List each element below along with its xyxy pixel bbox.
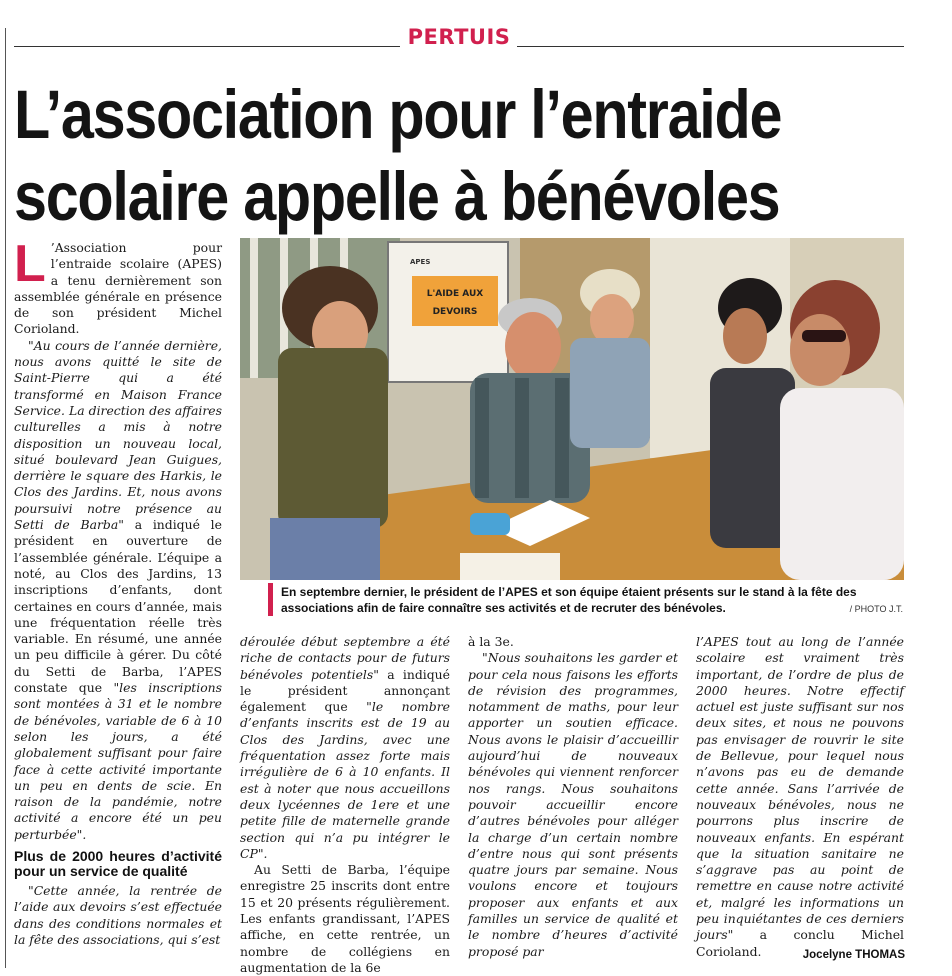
left-border-rule <box>5 28 6 968</box>
article-column-3 <box>468 634 678 960</box>
quote: déroulée début septembre a été riche de contacts pour de futurs bénévoles potentiels" <box>240 634 450 682</box>
headline <box>14 74 788 238</box>
photo-caption: En septembre dernier, le président de l’APES et son équipe étaient présents sur le stand à la fête des associations afin de faire connaître ses activités et de recruter des bénévoles. <box>281 585 857 615</box>
paragraph: Au Setti de Barba, l’équipe enregistre 25 inscrits dont entre 15 et 20 présents régulièrement. Les enfants grandissant, l’APES affiche, en cette rentrée, un nombre de collégiens en augmentation de la 6e <box>240 862 450 975</box>
quote: "Au cours de l’année dernière, nous avons quitté le site de Saint-Pierre qui a été transformé en Maison France Service. La direction des affaires culturelles a mis à notre disposition un nouveau local, situé boulevard Jean Guigues, derrière le square des Harkis, le Clos des Jardins. Et, nous avons poursuivi notre présence au Setti de Barba" <box>14 337 222 533</box>
intro-text: ’Association pour l’entraide scolaire (APES) a tenu dernièrement son assemblée générale en présence de son président Michel Corioland. <box>14 240 222 337</box>
dropcap: L <box>14 235 46 293</box>
photo-credit: / PHOTO J.T. <box>849 604 903 614</box>
body-text: a conclu Michel Corioland. <box>696 927 904 959</box>
paragraph <box>14 338 222 843</box>
quote: "Nous souhaitons les garder et pour cela nous faisons les efforts de révision des programmes, notamment de maths, pour leur apporter un soutien efficace. Nous avons le plaisir d’accueillir aujourd’hui de nouveaux bénévoles qui viennent renforcer nos rangs. Nous souhaitons pouvoir accueillir encore d’autres bénévoles pour alléger la charge d’un certain nombre d’entre nous qui sont présents quatre jours par semaine. Nous voulons encore et toujours proposer aux enfants et aux familles un service de qualité et le nombre d’heures d’activité proposé par <box>468 650 678 959</box>
rubric-rule-right <box>517 46 904 47</box>
photo-illustration <box>240 238 904 580</box>
sign-text-1: L'AIDE AUX <box>426 289 484 299</box>
quote: "les inscriptions sont montées à 31 et le nombre de bénévoles, variable de 6 à 10 selon les jours, a été globalement suffisant pour faire face à cette activité importante un peu en dents de scie. En raison de la pandémie, notre activité a encore été un peu perturbée". <box>14 680 222 842</box>
article-column-4 <box>696 634 904 960</box>
body-text: a indiqué le président annonçant également que <box>240 666 450 715</box>
article-column-1 <box>14 235 222 948</box>
paragraph: à la 3e. <box>468 634 514 649</box>
paragraph <box>240 634 450 862</box>
author-byline: Jocelyne THOMAS <box>802 949 905 961</box>
article-photo <box>240 238 904 580</box>
sign-text-2: DEVOIRS <box>432 307 478 317</box>
rubric-rule-left <box>14 46 400 47</box>
intro-paragraph <box>14 235 222 338</box>
headline-line-2: scolaire appelle à bénévoles <box>14 158 780 235</box>
body-text: a indiqué le président en ouverture de l’assemblée générale. L’équipe a noté, au Clos des Jardins, 13 inscriptions d’enfants, dont certaines en cours d’année, mais une fréquentation réelle très variable. En résumé, une année un peu difficile à gérer. Du côté du Setti de Barba, l’APES constate que <box>14 517 222 696</box>
paragraph <box>696 634 904 960</box>
paragraph <box>468 650 678 960</box>
paragraph <box>14 883 222 948</box>
subheading: Plus de 2000 heures d’activité pour un service de qualité <box>14 847 222 879</box>
rubric-label: PERTUIS <box>407 25 511 49</box>
quote: l’APES tout au long de l’année scolaire est vraiment très important, de l’ordre de plus de 2000 heures. Notre effectif actuel est juste suffisant sur nos deux sites, et nous ne pouvons pas envisager de rouvrir le site de Bellevue, pour lequel nous n’avons pas eu de demande cette année. Sans l’arrivée de nouveaux bénévoles, nous ne pourrons plus inscrire de nouveaux enfants. En espérant que la situation sanitaire ne s’aggrave pas au point de remettre en cause notre activité et, malgré les informations un peu inquiétantes de ces derniers jours" <box>696 634 904 943</box>
headline-line-1: L’association pour l’entraide <box>14 76 782 153</box>
quote: "le nombre d’enfants inscrits est de 19 au Clos des Jardins, avec une fréquentation assez forte mais irrégulière de 6 à 10 enfants. Il est à noter que nous accueillons deux lycéennes de 1ere et une petite fille de maternelle grande section qui n’a pu intégrer le CP". <box>240 699 450 861</box>
article-column-2 <box>240 634 450 976</box>
quote: "Cette année, la rentrée de l’aide aux devoirs s’est effectuée dans des conditions normales et la fête des associations, qui s’est <box>14 882 222 947</box>
caption-marker <box>268 583 273 616</box>
sign-text-0: APES <box>410 258 431 266</box>
